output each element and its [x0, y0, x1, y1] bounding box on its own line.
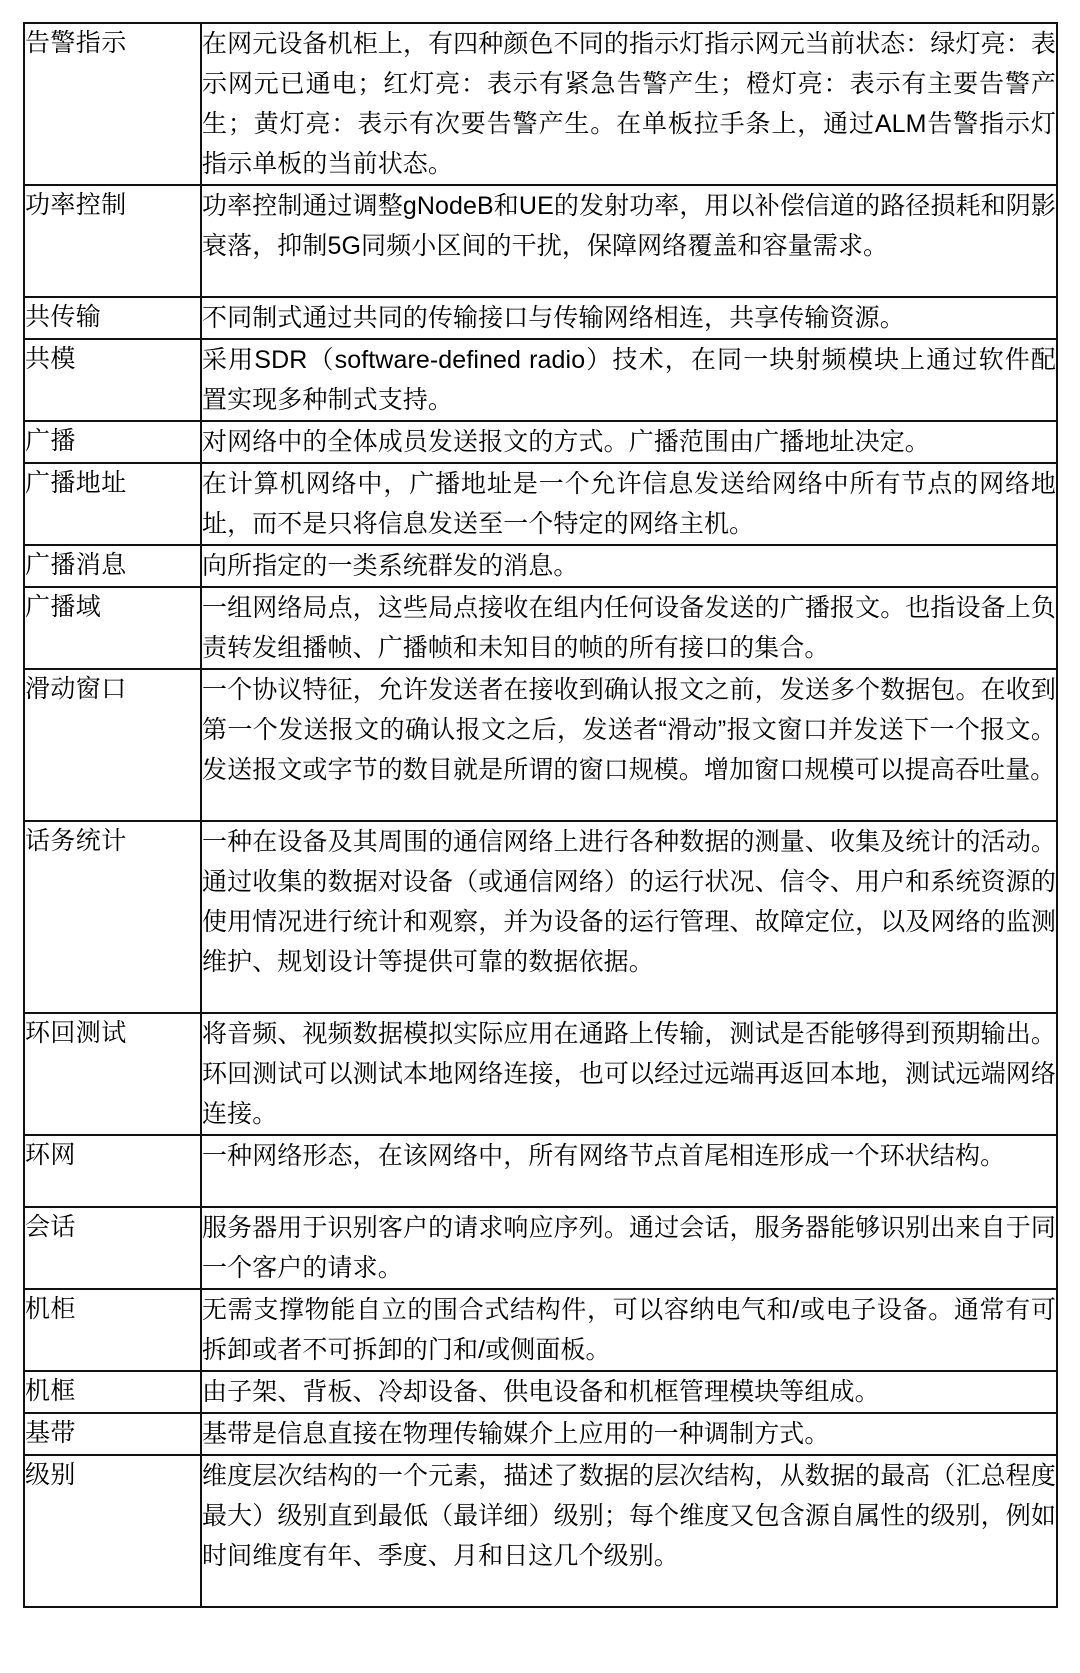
term-label: 滑动窗口 — [25, 675, 127, 703]
term-cell — [24, 421, 201, 463]
term-cell — [24, 545, 201, 587]
definition-cell — [201, 587, 1057, 669]
table-row — [24, 339, 1057, 421]
definition-cell — [201, 1013, 1057, 1135]
table-row — [24, 1013, 1057, 1135]
table-row — [24, 587, 1057, 669]
definition-text: 将音频、视频数据模拟实际应用在通路上传输，测试是否能够得到预期输出。环回测试可以测试本地网络连接，也可以经过远端再返回本地，测试远端网络连接。 — [202, 1020, 1056, 1128]
table-row — [24, 1455, 1057, 1607]
term-label: 广播地址 — [25, 469, 127, 497]
table-row — [24, 463, 1057, 545]
definition-text: 在网元设备机柜上，有四种颜色不同的指示灯指示网元当前状态：绿灯亮：表示网元已通电；红灯亮：表示有紧急告警产生；橙灯亮：表示有主要告警产生；黄灯亮：表示有次要告警产生。在单板拉手条上，通过ALM告警指示灯指示单板的当前状态。 — [202, 30, 1056, 178]
table-row — [24, 545, 1057, 587]
definition-text: 一组网络局点，这些局点接收在组内任何设备发送的广播报文。也指设备上负责转发组播帧、广播帧和未知目的帧的所有接口的集合。 — [202, 594, 1056, 662]
definition-text: 功率控制通过调整gNodeB和UE的发射功率，用以补偿信道的路径损耗和阴影衰落，抑制5G同频小区间的干扰，保障网络覆盖和容量需求。 — [202, 192, 1056, 260]
term-label: 机框 — [25, 1377, 76, 1405]
table-row — [24, 185, 1057, 297]
term-cell — [24, 1289, 201, 1371]
definition-text: 在计算机网络中，广播地址是一个允许信息发送给网络中所有节点的网络地址，而不是只将信息发送至一个特定的网络主机。 — [202, 470, 1056, 538]
glossary-table — [23, 22, 1058, 1608]
table-row — [24, 821, 1057, 1013]
definition-text: 不同制式通过共同的传输接口与传输网络相连，共享传输资源。 — [202, 304, 905, 332]
term-label: 级别 — [25, 1461, 76, 1489]
term-cell — [24, 463, 201, 545]
term-label: 共传输 — [25, 303, 102, 331]
term-label: 会话 — [25, 1213, 76, 1241]
term-label: 机柜 — [25, 1295, 76, 1323]
term-cell — [24, 1413, 201, 1455]
definition-cell — [201, 1371, 1057, 1413]
table-row — [24, 1207, 1057, 1289]
definition-cell — [201, 185, 1057, 297]
table-row — [24, 297, 1057, 339]
definition-cell — [201, 1207, 1057, 1289]
term-cell — [24, 821, 201, 1013]
definition-cell — [201, 1455, 1057, 1607]
term-cell — [24, 669, 201, 821]
term-label: 告警指示 — [25, 29, 127, 57]
definition-text: 服务器用于识别客户的请求响应序列。通过会话，服务器能够识别出来自于同一个客户的请求。 — [202, 1214, 1056, 1282]
table-row — [24, 23, 1057, 185]
term-label: 话务统计 — [25, 827, 127, 855]
table-row — [24, 1135, 1057, 1207]
term-label: 环网 — [25, 1141, 76, 1169]
definition-text: 一个协议特征，允许发送者在接收到确认报文之前，发送多个数据包。在收到第一个发送报文的确认报文之后，发送者“滑动”报文窗口并发送下一个报文。发送报文或字节的数目就是所谓的窗口规模。增加窗口规模可以提高吞吐量。 — [202, 676, 1056, 784]
term-label: 广播消息 — [25, 551, 127, 579]
term-label: 共模 — [25, 345, 76, 373]
term-label: 广播 — [25, 427, 76, 455]
term-cell — [24, 1135, 201, 1207]
term-cell — [24, 1207, 201, 1289]
definition-cell — [201, 463, 1057, 545]
table-row — [24, 1371, 1057, 1413]
term-label: 基带 — [25, 1419, 76, 1447]
term-cell — [24, 1371, 201, 1413]
definition-cell — [201, 339, 1057, 421]
definition-text: 维度层次结构的一个元素，描述了数据的层次结构，从数据的最高（汇总程度最大）级别直到最低（最详细）级别；每个维度又包含源自属性的级别，例如时间维度有年、季度、月和日这几个级别。 — [202, 1462, 1056, 1570]
definition-text: 由子架、背板、冷却设备、供电设备和机框管理模块等组成。 — [202, 1378, 880, 1406]
table-row — [24, 1289, 1057, 1371]
definition-cell — [201, 421, 1057, 463]
glossary-table-body — [24, 23, 1057, 1607]
definition-text: 无需支撑物能自立的围合式结构件，可以容纳电气和/或电子设备。通常有可拆卸或者不可拆卸的门和/或侧面板。 — [202, 1296, 1056, 1364]
term-cell — [24, 587, 201, 669]
term-label: 环回测试 — [25, 1019, 127, 1047]
definition-cell — [201, 821, 1057, 1013]
definition-cell — [201, 545, 1057, 587]
term-cell — [24, 1013, 201, 1135]
definition-text: 基带是信息直接在物理传输媒介上应用的一种调制方式。 — [202, 1420, 830, 1448]
term-cell — [24, 23, 201, 185]
definition-cell — [201, 1135, 1057, 1207]
definition-cell — [201, 669, 1057, 821]
table-row — [24, 669, 1057, 821]
definition-text: 向所指定的一类系统群发的消息。 — [202, 552, 579, 580]
definition-text: 一种在设备及其周围的通信网络上进行各种数据的测量、收集及统计的活动。通过收集的数据对设备（或通信网络）的运行状况、信令、用户和系统资源的使用情况进行统计和观察，并为设备的运行管理、故障定位，以及网络的监测维护、规划设计等提供可靠的数据依据。 — [202, 828, 1056, 976]
term-cell — [24, 339, 201, 421]
term-label: 功率控制 — [25, 191, 127, 219]
table-row — [24, 1413, 1057, 1455]
term-cell — [24, 297, 201, 339]
definition-text: 采用SDR（software-defined radio）技术，在同一块射频模块上通过软件配置实现多种制式支持。 — [202, 346, 1056, 414]
term-cell — [24, 1455, 201, 1607]
term-label: 广播域 — [25, 593, 102, 621]
definition-text: 对网络中的全体成员发送报文的方式。广播范围由广播地址决定。 — [202, 428, 930, 456]
definition-cell — [201, 1289, 1057, 1371]
table-row — [24, 421, 1057, 463]
definition-cell — [201, 1413, 1057, 1455]
term-cell — [24, 185, 201, 297]
definition-cell — [201, 23, 1057, 185]
definition-cell — [201, 297, 1057, 339]
definition-text: 一种网络形态，在该网络中，所有网络节点首尾相连形成一个环状结构。 — [202, 1142, 1006, 1170]
